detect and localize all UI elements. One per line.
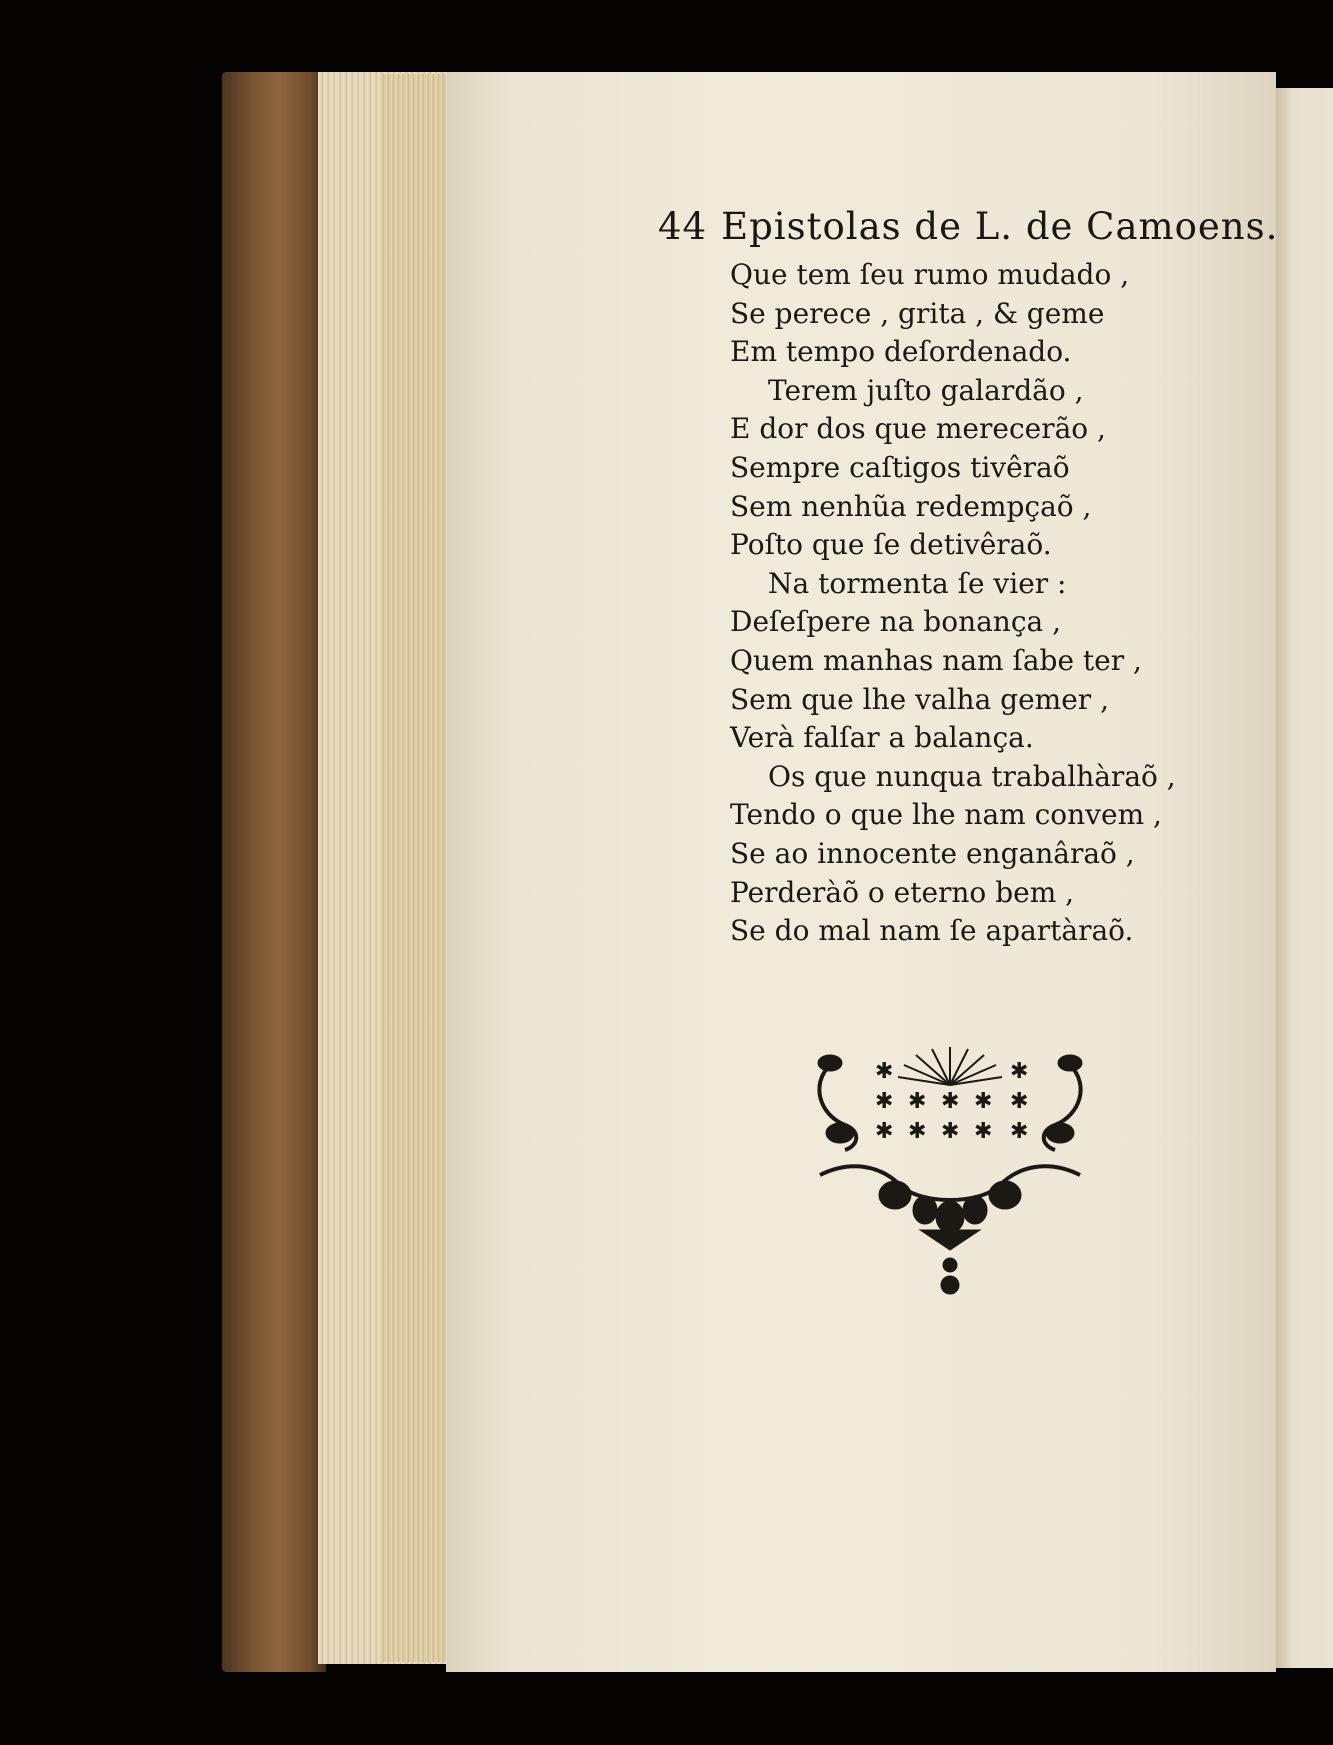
svg-text:✱: ✱	[1010, 1089, 1029, 1114]
running-header	[658, 205, 1279, 248]
page-number: 44	[658, 205, 708, 248]
book-cover-edge	[222, 72, 326, 1672]
verse-line: Sempre caſtigos tivêraõ	[730, 450, 1070, 484]
verse-line: Verà falſar a balança.	[730, 721, 1034, 755]
svg-text:✱: ✱	[875, 1089, 894, 1114]
facing-page-edge	[1276, 88, 1333, 1668]
verse-line: Perderàõ o eterno bem ,	[730, 875, 1075, 909]
svg-text:✱: ✱	[1010, 1059, 1029, 1084]
verse-line: Os que nunqua trabalhàraõ ,	[768, 759, 1176, 793]
verse-line: Tendo o que lhe nam convem ,	[730, 798, 1162, 832]
verse-line: Poſto que ſe detivêraõ.	[730, 528, 1052, 562]
svg-text:✱: ✱	[941, 1089, 960, 1114]
svg-text:✱: ✱	[908, 1119, 927, 1144]
verse-line: Terem juſto galardão ,	[768, 373, 1084, 407]
svg-text:✱: ✱	[908, 1089, 927, 1114]
svg-text:✱: ✱	[875, 1059, 894, 1084]
verse-line: Sem que lhe valha gemer ,	[730, 682, 1109, 716]
verse-line: Se perece , grita , & geme	[730, 296, 1105, 330]
verse-line: Se do mal nam ſe apartàraõ.	[730, 914, 1134, 948]
svg-text:✱: ✱	[974, 1089, 993, 1114]
running-title: Epistolas de L. de Camoens.	[721, 205, 1279, 248]
verse-line: Que tem ſeu rumo mudado ,	[730, 258, 1130, 291]
svg-text:✱: ✱	[941, 1119, 960, 1144]
verse-line: Sem nenhũa redempçaõ ,	[730, 489, 1092, 523]
page-gutter-edge	[380, 74, 448, 1662]
poem-verse	[730, 256, 1250, 951]
verse-line: Se ao innocente enganâraõ ,	[730, 836, 1135, 870]
verse-line: E dor dos que merecerão ,	[730, 412, 1106, 446]
verse-line: Na tormenta ſe vier :	[768, 566, 1067, 600]
verse-line: Em tempo deſordenado.	[730, 335, 1072, 369]
svg-text:✱: ✱	[875, 1119, 894, 1144]
svg-text:✱: ✱	[974, 1119, 993, 1144]
verse-line: Quem manhas nam ſabe ter ,	[730, 643, 1142, 677]
svg-text:✱: ✱	[1010, 1119, 1029, 1144]
tailpiece-fleuron-icon	[790, 1045, 1110, 1295]
verse-line: Deſeſpere na bonança ,	[730, 605, 1062, 639]
